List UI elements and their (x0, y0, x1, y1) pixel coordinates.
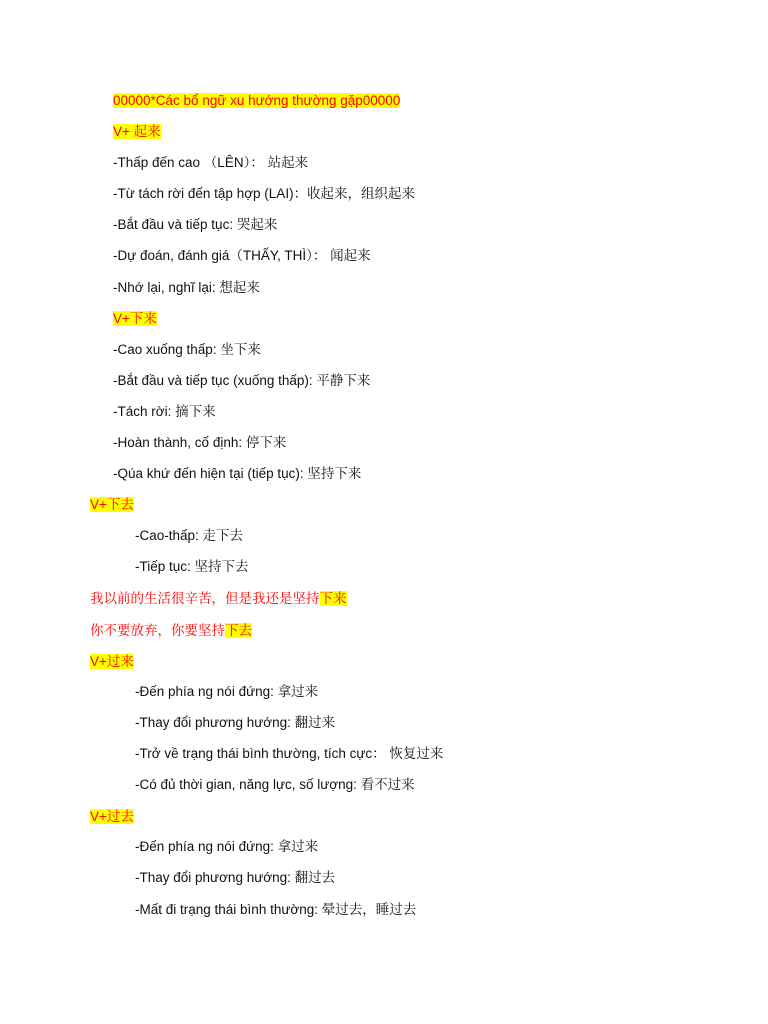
list-item: -Tách rời: 摘下来 (113, 404, 216, 419)
document-title: 00000*Các bổ ngữ xu hướng thường gặp00000 (113, 93, 401, 108)
section-heading-xialai: V+下来 (113, 311, 157, 326)
list-item: -Từ tách rời đến tập hợp (LAI)：收起来，组织起来 (113, 186, 416, 201)
section-heading-guoqu: V+过去 (90, 809, 134, 824)
list-item: -Dự đoán, đánh giá（THẤY, THÌ）： 闻起来 (113, 248, 371, 263)
example-sentence-2: 你不要放弃，你要坚持下去 (90, 623, 252, 638)
list-item: -Đến phía ng nói đứng: 拿过来 (135, 839, 319, 854)
list-item: -Cao-thấp: 走下去 (135, 528, 244, 543)
list-item: -Bắt đầu và tiếp tục (xuống thấp): 平静下来 (113, 373, 371, 388)
section-heading-qilai: V+ 起来 (113, 124, 161, 139)
section-heading-xiaqu: V+下去 (90, 497, 134, 512)
list-item: -Trở về trạng thái bình thường, tích cực： 恢复过来 (135, 746, 444, 761)
list-item: -Cao xuống thấp: 坐下来 (113, 342, 261, 357)
list-item: -Nhớ lại, nghĩ lại: 想起来 (113, 280, 260, 295)
list-item: -Tiếp tục: 坚持下去 (135, 559, 249, 574)
list-item: -Thấp đến cao （LÊN）： 站起来 (113, 155, 309, 170)
list-item: -Qúa khứ đến hiện tại (tiếp tục): 坚持下来 (113, 466, 362, 481)
list-item: -Thay đổi phương hướng: 翻过去 (135, 870, 336, 885)
example-sentence-1: 我以前的生活很辛苦，但是我还是坚持下来 (90, 591, 347, 606)
list-item: -Đến phía ng nói đứng: 拿过来 (135, 684, 319, 699)
list-item: -Có đủ thời gian, năng lực, số lượng: 看不过来 (135, 777, 415, 792)
list-item: -Mất đi trạng thái bình thường: 晕过去，睡过去 (135, 902, 417, 917)
section-heading-guolai: V+过来 (90, 654, 134, 669)
list-item: -Hoàn thành, cố định: 停下来 (113, 435, 287, 450)
list-item: -Thay đổi phương hướng: 翻过来 (135, 715, 336, 730)
list-item: -Bắt đầu và tiếp tục: 哭起来 (113, 217, 278, 232)
